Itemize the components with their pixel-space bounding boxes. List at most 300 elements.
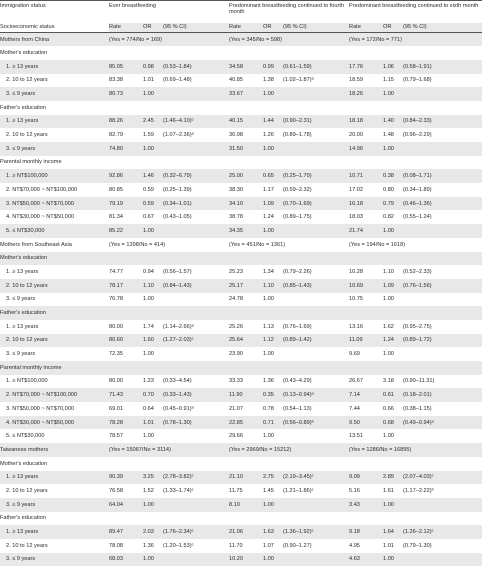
row-label: 1. ≥ NT$100,000: [6, 378, 48, 385]
header-ci: (95 % CI): [163, 23, 229, 33]
ever-or: 0.59: [143, 197, 163, 211]
fourth-rate: 40.85: [229, 77, 243, 84]
ever-rate: 89.47: [109, 525, 143, 539]
sixth-rate: 16.18: [349, 197, 383, 211]
sample-size-ever: (Yes = 1398/No = 414): [109, 241, 166, 248]
ever-rate: 85.22: [109, 224, 143, 238]
fourth-or: 1.45: [263, 487, 274, 494]
fourth-or: 1.00: [263, 498, 283, 512]
ever-ci: [163, 498, 229, 512]
row-label: 3. ≤ 9 years: [0, 498, 109, 512]
sixth-or: 1.10: [383, 268, 394, 275]
sixth-ci: (0.96–2.29): [403, 132, 432, 139]
sixth-ci: (0.79–1.68): [403, 77, 432, 84]
group-row: [0, 306, 482, 320]
ever-or: 1.00: [143, 224, 163, 238]
fourth-ci: [283, 87, 349, 101]
sixth-or: 1.48: [383, 132, 394, 139]
sixth-ci: [403, 293, 482, 307]
fourth-ci: (0.79–2.26): [283, 268, 312, 275]
sixth-or: 1.00: [383, 87, 403, 101]
group-label: Mother's education: [0, 49, 48, 56]
fourth-or: 1.34: [263, 268, 274, 275]
fourth-rate: 34.35: [229, 224, 263, 238]
row-label: 3. ≤ 9 years: [0, 87, 109, 101]
table-row: [0, 74, 482, 88]
fourth-or: 0.78: [263, 405, 274, 412]
row-label: 2. 10 to 12 years: [6, 77, 48, 84]
sixth-or: 0.82: [383, 214, 394, 221]
sample-size-fourth-month: (Yes = 2969/No = 15212): [229, 443, 349, 457]
group-row: [0, 512, 482, 526]
table-row: [0, 128, 482, 142]
ever-or: 1.00: [143, 433, 154, 440]
group-label: Parental monthly income: [0, 159, 62, 166]
sixth-ci: (0.84–2.33): [403, 115, 482, 129]
sixth-or: 0.80: [383, 186, 394, 193]
header-row-columns: [0, 23, 482, 33]
sixth-rate: 4.63: [349, 553, 383, 567]
fourth-ci: (0.25–1.70): [283, 169, 349, 183]
fourth-rate: 10.20: [229, 553, 263, 567]
fourth-ci: (0.61–1.59): [283, 60, 349, 74]
ever-or: 2.45: [143, 115, 163, 129]
sixth-rate: 14.96: [349, 142, 383, 156]
fourth-ci: (2.19–3.45)ᶜ: [283, 471, 349, 485]
header-ever-breastfeeding: Ever breastfeeding: [109, 3, 156, 9]
fourth-ci: (0.13–0.94)ᵃ: [283, 388, 349, 402]
ever-or: 1.01: [143, 416, 163, 430]
row-label: 2. 10 to 12 years: [6, 487, 48, 494]
ever-ci: (1.33–1.74)ᶜ: [163, 487, 194, 494]
sixth-or: 1.15: [383, 77, 394, 84]
sixth-ci: (0.49–0.94)ᵃ: [403, 416, 482, 430]
sixth-ci: (0.79–1.30): [403, 542, 432, 549]
fourth-or: 1.00: [263, 296, 274, 303]
sixth-ci: (0.38–1.15): [403, 405, 432, 412]
fourth-ci: (0.89–1.42): [283, 334, 349, 348]
ever-or: 1.00: [143, 553, 163, 567]
ever-or: 1.01: [143, 77, 154, 84]
fourth-or: 1.38: [263, 77, 274, 84]
ever-rate: 80.60: [109, 334, 143, 348]
fourth-or: 1.00: [263, 87, 283, 101]
row-label: 2. 10 to 12 years: [6, 132, 48, 139]
sixth-rate: 18.18: [349, 115, 383, 129]
sixth-ci: [403, 347, 482, 361]
fourth-rate: 25.17: [229, 279, 263, 293]
sixth-rate: 10.71: [349, 169, 383, 183]
sixth-ci: (0.55–1.24): [403, 214, 432, 221]
fourth-rate: 25.64: [229, 334, 263, 348]
group-row: [0, 101, 482, 115]
group-label: Father's education: [0, 104, 46, 111]
fourth-rate: 38.30: [229, 186, 243, 193]
ever-rate: 69.01: [109, 405, 123, 412]
ever-ci: (1.76–2.34)ᶜ: [163, 525, 229, 539]
header-fourth-month: Predominant breastfeeding continued to fourth month: [229, 3, 345, 16]
ever-ci: [163, 87, 229, 101]
sixth-rate: 10.69: [349, 279, 383, 293]
table-row: [0, 429, 482, 443]
fourth-or: 1.00: [263, 351, 274, 358]
fourth-ci: (0.56–0.89)ᵇ: [283, 416, 349, 430]
fourth-ci: (0.89–1.78): [283, 132, 312, 139]
fourth-rate: 33.67: [229, 87, 263, 101]
sixth-or: 1.64: [383, 525, 403, 539]
sample-size-sixth-month: (Yes = 1286/No = 16895): [349, 443, 482, 457]
ever-rate: 78.28: [109, 416, 143, 430]
table-row: [0, 416, 482, 430]
fourth-ci: (1.36–1.92)ᶜ: [283, 525, 349, 539]
section-row: [0, 238, 482, 252]
row-label: 3. ≤ 9 years: [0, 142, 109, 156]
sixth-ci: (0.18–2.01): [403, 388, 482, 402]
sixth-or: 1.00: [383, 498, 403, 512]
fourth-ci: [283, 498, 349, 512]
table-row: [0, 498, 482, 512]
sixth-ci: [403, 429, 482, 443]
ever-ci: (0.69–1.48): [163, 77, 192, 84]
ever-or: 0.98: [143, 60, 163, 74]
ever-ci: (0.34–1.01): [163, 197, 229, 211]
group-label: Parental monthly income: [0, 361, 482, 375]
sixth-ci: (0.76–1.56): [403, 279, 482, 293]
fourth-ci: (0.89–1.75): [283, 214, 312, 221]
ever-or: 1.00: [143, 87, 163, 101]
ever-ci: (1.20–1.53)ᶜ: [163, 542, 194, 549]
sixth-rate: 21.74: [349, 224, 383, 238]
fourth-or: 1.13: [263, 323, 274, 330]
header-or: OR: [383, 23, 403, 33]
fourth-or: 1.07: [263, 542, 274, 549]
row-label: 2. NT$70,000 ~ NT$100,000: [6, 186, 78, 193]
sixth-or: 1.00: [383, 351, 394, 358]
table-row: [0, 87, 482, 101]
sixth-rate: 5.16: [349, 487, 360, 494]
ever-ci: (0.32–6.79): [163, 169, 229, 183]
fourth-ci: (0.43–4.29): [283, 378, 312, 385]
sample-size-ever: (Yes = 774/No = 169): [109, 33, 229, 47]
table-row: [0, 347, 482, 361]
ever-rate: 74.77: [109, 268, 123, 275]
ever-rate: 82.79: [109, 132, 123, 139]
ever-ci: [163, 347, 229, 361]
sixth-rate: 9.18: [349, 525, 383, 539]
sixth-rate: 9.09: [349, 471, 383, 485]
sixth-ci: [403, 553, 482, 567]
group-row: [0, 361, 482, 375]
fourth-rate: 33.33: [229, 378, 243, 385]
sixth-ci: (0.52–2.33): [403, 268, 432, 275]
fourth-rate: 38.78: [229, 214, 243, 221]
fourth-rate: 11.90: [229, 388, 263, 402]
table-row: [0, 265, 482, 279]
fourth-ci: (0.59–2.32): [283, 186, 312, 193]
section-label: Mothers from China: [0, 33, 109, 47]
table-row: [0, 375, 482, 389]
fourth-rate: 34.10: [229, 197, 263, 211]
ever-or: 0.94: [143, 268, 154, 275]
ever-or: 0.59: [143, 186, 154, 193]
ever-or: 1.36: [143, 542, 154, 549]
fourth-or: 1.63: [263, 525, 283, 539]
fourth-or: 0.71: [263, 416, 283, 430]
row-label: 1. ≥ NT$100,000: [0, 169, 109, 183]
row-label: 5. ≤ NT$30,000: [0, 224, 109, 238]
fourth-rate: 25.00: [229, 169, 263, 183]
sixth-rate: 17.76: [349, 60, 383, 74]
sixth-rate: 10.75: [349, 296, 364, 303]
table-row: [0, 197, 482, 211]
table-row: [0, 210, 482, 224]
header-ci: (95 % CI): [403, 23, 482, 33]
ever-rate: 90.39: [109, 471, 143, 485]
sixth-ci: (1.17–2.22)ᵇ: [403, 487, 434, 494]
fourth-rate: 11.75: [229, 487, 243, 494]
fourth-rate: 8.10: [229, 498, 263, 512]
sixth-ci: [403, 142, 482, 156]
table-row: [0, 484, 482, 498]
row-label: 3. NT$50,000 ~ NT$70,000: [0, 197, 109, 211]
ever-rate: 64.04: [109, 498, 143, 512]
ever-rate: 68.03: [109, 553, 143, 567]
sixth-ci: (0.90–11.31): [403, 378, 435, 385]
ever-ci: (0.43–1.05): [163, 214, 192, 221]
ever-or: 0.64: [143, 405, 154, 412]
ever-ci: (0.78–1.30): [163, 416, 229, 430]
fourth-ci: (0.76–1.69): [283, 323, 312, 330]
fourth-ci: [283, 142, 349, 156]
sixth-rate: 7.14: [349, 388, 383, 402]
sixth-or: 3.18: [383, 378, 394, 385]
header-rate: Rate: [349, 23, 383, 33]
table-row: [0, 334, 482, 348]
group-row: [0, 46, 482, 60]
sixth-rate: 20.00: [349, 132, 364, 139]
ever-ci: [163, 224, 229, 238]
header-socioeconomic-status: Socioeconomic status: [0, 24, 55, 31]
fourth-rate: 22.85: [229, 416, 263, 430]
fourth-rate: 24.78: [229, 296, 243, 303]
fourth-ci: [283, 429, 349, 443]
group-label: Father's education: [0, 515, 46, 522]
ever-rate: 76.78: [109, 296, 123, 303]
ever-rate: 71.43: [109, 388, 143, 402]
sixth-rate: 4.95: [349, 542, 360, 549]
sixth-or: 0.66: [383, 405, 394, 412]
fourth-rate: 36.98: [229, 132, 243, 139]
table-row: [0, 115, 482, 129]
fourth-ci: (1.21–1.86)ᶜ: [283, 487, 314, 494]
fourth-or: 1.26: [263, 132, 274, 139]
ever-or: 0.67: [143, 214, 154, 221]
sixth-or: 0.68: [383, 416, 403, 430]
sixth-rate: 7.44: [349, 405, 360, 412]
row-label: 1. ≥ 13 years: [0, 60, 109, 74]
table-row: [0, 293, 482, 307]
ever-or: 1.60: [143, 334, 163, 348]
table-row: [0, 402, 482, 416]
sample-size-sixth-month: (Yes = 172/No = 771): [349, 33, 482, 47]
fourth-rate: 40.15: [229, 115, 263, 129]
table-row: [0, 553, 482, 567]
section-row: [0, 33, 482, 47]
sixth-or: 1.62: [383, 323, 394, 330]
row-label: 3. ≤ 9 years: [6, 296, 36, 303]
sixth-rate: 9.69: [349, 351, 360, 358]
fourth-rate: 21.06: [229, 525, 263, 539]
sixth-or: 1.00: [383, 296, 394, 303]
ever-or: 3.25: [143, 471, 163, 485]
ever-rate: 78.08: [109, 542, 123, 549]
fourth-ci: (0.90–2.31): [283, 115, 349, 129]
fourth-rate: 29.66: [229, 433, 243, 440]
ever-rate: 80.85: [109, 186, 123, 193]
fourth-or: 0.35: [263, 388, 283, 402]
row-label: 1. ≥ 13 years: [0, 525, 109, 539]
header-row-groups: [0, 1, 482, 24]
fourth-or: 2.75: [263, 471, 283, 485]
fourth-ci: [283, 293, 349, 307]
row-label: 2. 10 to 12 years: [6, 542, 48, 549]
ever-rate: 79.19: [109, 197, 143, 211]
fourth-ci: (0.70–1.69): [283, 197, 349, 211]
header-sixth-month: Predominant breastfeeding continued to sixth month: [349, 3, 479, 9]
ever-or: 1.59: [143, 132, 154, 139]
table-body: [0, 33, 482, 567]
group-row: [0, 252, 482, 266]
fourth-ci: (0.54–1.13): [283, 405, 312, 412]
group-row: [0, 457, 482, 471]
fourth-rate: 34.58: [229, 60, 263, 74]
fourth-or: 1.00: [263, 142, 283, 156]
table-row: [0, 183, 482, 197]
sixth-or: 0.61: [383, 388, 403, 402]
sixth-ci: [403, 224, 482, 238]
fourth-or: 1.12: [263, 334, 283, 348]
ever-ci: (0.45–0.91)ᵃ: [163, 405, 194, 412]
fourth-or: 1.10: [263, 279, 283, 293]
sixth-or: 1.00: [383, 553, 403, 567]
header-or: OR: [263, 23, 283, 33]
fourth-rate: 25.26: [229, 323, 243, 330]
ever-ci: (0.33–1.43): [163, 388, 229, 402]
sixth-ci: (1.26–2.12)ᶜ: [403, 525, 482, 539]
ever-or: 1.00: [143, 142, 163, 156]
fourth-or: 1.00: [263, 553, 283, 567]
row-label: 4. NT$30,000 ~ NT$50,000: [6, 214, 74, 221]
section-label: Mothers from Southeast Asia: [0, 241, 72, 248]
ever-ci: [163, 293, 229, 307]
ever-rate: 83.38: [109, 77, 123, 84]
row-label: 2. NT$70,000 ~ NT$100,000: [0, 388, 109, 402]
sample-size-fourth-month: (Yes = 451/No = 1361): [229, 241, 286, 248]
fourth-ci: (1.02–1.87)ᵃ: [283, 77, 314, 84]
fourth-or: 1.09: [263, 197, 283, 211]
table-row: [0, 320, 482, 334]
row-label: 1. ≥ 13 years: [0, 471, 109, 485]
fourth-or: 0.99: [263, 60, 283, 74]
sixth-ci: (0.08–1.71): [403, 169, 482, 183]
ever-rate: 72.35: [109, 351, 123, 358]
section-row: [0, 443, 482, 457]
ever-or: 2.03: [143, 525, 163, 539]
ever-ci: (1.14–2.66)ᵃ: [163, 323, 194, 330]
group-label: Mother's education: [0, 460, 48, 467]
fourth-rate: 23.90: [229, 351, 243, 358]
ever-rate: 74.80: [109, 142, 143, 156]
sixth-or: 1.24: [383, 334, 403, 348]
fourth-or: 1.36: [263, 378, 274, 385]
ever-rate: 92.86: [109, 169, 143, 183]
ever-ci: (0.25–1.39): [163, 186, 192, 193]
ever-or: 1.10: [143, 279, 163, 293]
sixth-or: 1.09: [383, 279, 403, 293]
fourth-rate: 25.23: [229, 268, 243, 275]
section-label: Taiwanese mothers: [0, 443, 109, 457]
fourth-rate: 21.07: [229, 405, 243, 412]
ever-rate: 80.00: [109, 323, 123, 330]
ever-rate: 81.34: [109, 214, 123, 221]
fourth-rate: 11.70: [229, 542, 243, 549]
header-rate: Rate: [229, 23, 263, 33]
table-row: [0, 60, 482, 74]
ever-ci: (1.27–2.03)ᶜ: [163, 334, 229, 348]
header-immigration-status: Immigration status: [0, 3, 46, 9]
table-row: [0, 525, 482, 539]
ever-ci: [163, 142, 229, 156]
ever-or: 1.46: [143, 169, 163, 183]
sixth-ci: (0.34–1.89): [403, 186, 432, 193]
fourth-or: 1.17: [263, 186, 274, 193]
header-rate: Rate: [109, 23, 143, 33]
ever-rate: 80.00: [109, 378, 123, 385]
sixth-or: 1.06: [383, 60, 403, 74]
group-label: Father's education: [0, 306, 482, 320]
row-label: 1. ≥ 13 years: [6, 268, 39, 275]
sixth-or: 2.89: [383, 471, 403, 485]
sixth-ci: [403, 87, 482, 101]
sixth-ci: (0.58–1.91): [403, 60, 482, 74]
row-label: 1. ≥ 13 years: [6, 323, 39, 330]
sixth-rate: 3.43: [349, 498, 383, 512]
sixth-ci: [403, 498, 482, 512]
sixth-or: 1.40: [383, 115, 403, 129]
fourth-rate: 31.50: [229, 142, 263, 156]
ever-rate: 88.26: [109, 115, 143, 129]
sixth-rate: 17.02: [349, 186, 364, 193]
fourth-ci: (0.85–1.43): [283, 279, 349, 293]
sixth-or: 0.38: [383, 169, 403, 183]
row-label: 3. ≤ 9 years: [0, 553, 109, 567]
fourth-or: 0.65: [263, 169, 283, 183]
row-label: 4. NT$30,000 ~ NT$50,000: [0, 416, 109, 430]
table-row: [0, 224, 482, 238]
sixth-or: 1.00: [383, 142, 403, 156]
ever-ci: [163, 553, 229, 567]
fourth-ci: (0.90–1.27): [283, 542, 312, 549]
ever-rate: 80.73: [109, 87, 143, 101]
sixth-or: 1.00: [383, 433, 394, 440]
table-row: [0, 169, 482, 183]
ever-ci: (2.78–3.82)ᶜ: [163, 471, 229, 485]
ever-ci: (1.46–4.10)ᶜ: [163, 115, 229, 129]
sixth-ci: (0.89–1.72): [403, 334, 482, 348]
ever-or: 1.74: [143, 323, 154, 330]
ever-or: 1.00: [143, 296, 154, 303]
ever-rate: 76.58: [109, 487, 123, 494]
